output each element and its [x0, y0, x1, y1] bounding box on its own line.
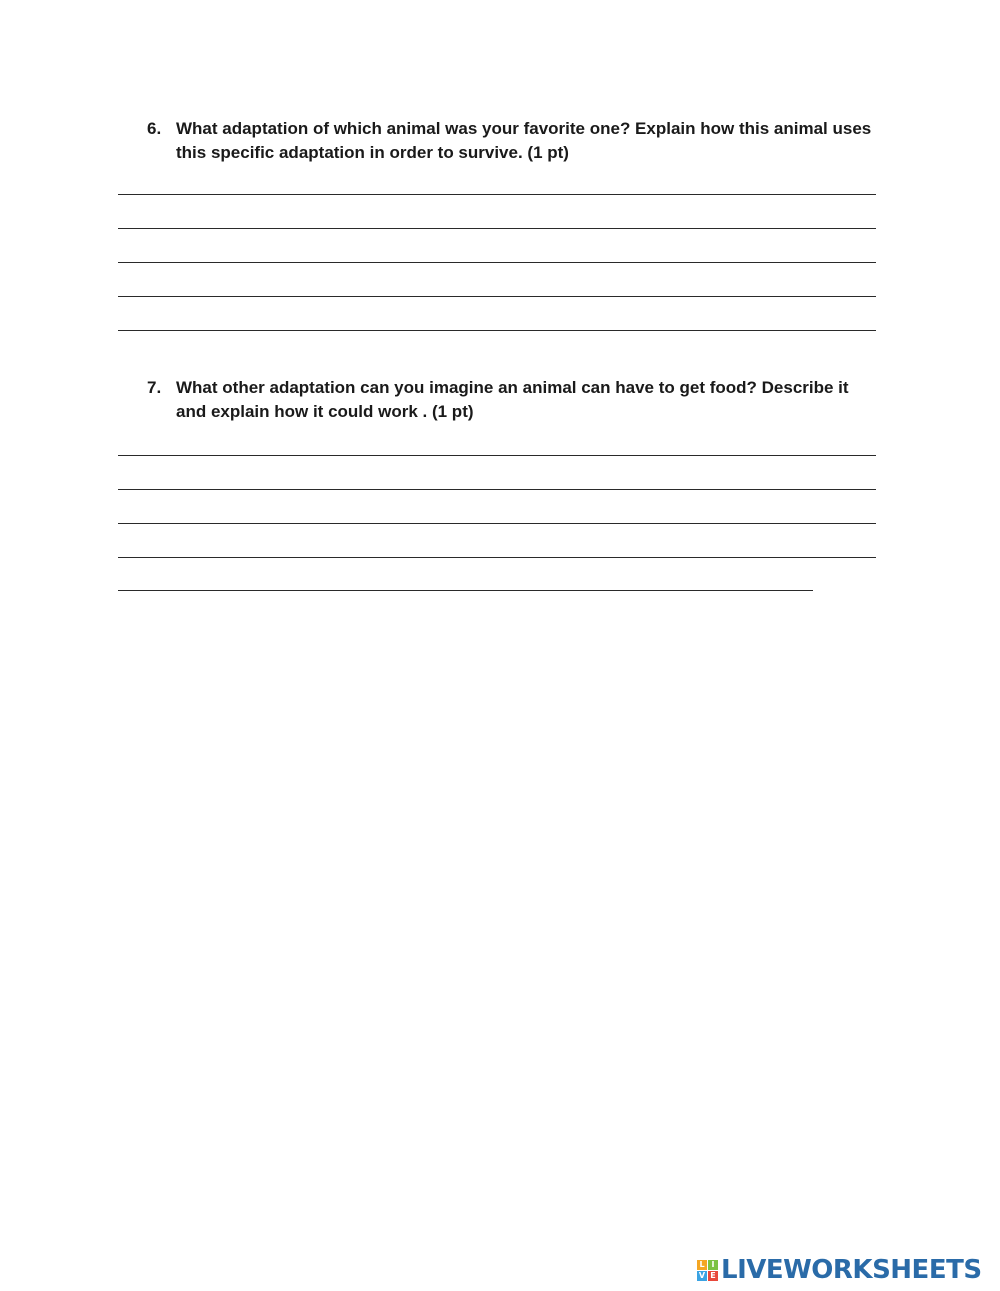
- logo-mark-letter: I: [708, 1260, 718, 1270]
- answer-line[interactable]: [118, 590, 813, 591]
- logo-mark-letter: L: [697, 1260, 707, 1270]
- answer-line[interactable]: [118, 523, 876, 524]
- answer-line[interactable]: [118, 296, 876, 297]
- answer-line[interactable]: [118, 330, 876, 331]
- question-7: [147, 376, 882, 424]
- answer-line[interactable]: [118, 455, 876, 456]
- logo-mark-letter: V: [698, 1270, 706, 1280]
- logo-mark-icon: [697, 1260, 718, 1281]
- answer-line[interactable]: [118, 489, 876, 490]
- answer-line[interactable]: [118, 557, 876, 558]
- question-number: 7.: [147, 378, 162, 397]
- answer-line[interactable]: [118, 262, 876, 263]
- question-text: What other adaptation can you imagine an animal can have to get food? Describe it and explain how it could work . (1 pt): [176, 378, 849, 421]
- answer-line[interactable]: [118, 194, 876, 195]
- question-text: What adaptation of which animal was your favorite one? Explain how this animal uses this specific adaptation in order to survive. (1 pt): [176, 119, 872, 162]
- liveworksheets-logo: [697, 1254, 982, 1286]
- logo-mark-letter: E: [708, 1271, 718, 1281]
- question-6: [147, 117, 882, 165]
- question-number: 6.: [147, 119, 162, 138]
- logo-text: LIVEWORKSHEETS: [721, 1255, 982, 1285]
- answer-line[interactable]: [118, 228, 876, 229]
